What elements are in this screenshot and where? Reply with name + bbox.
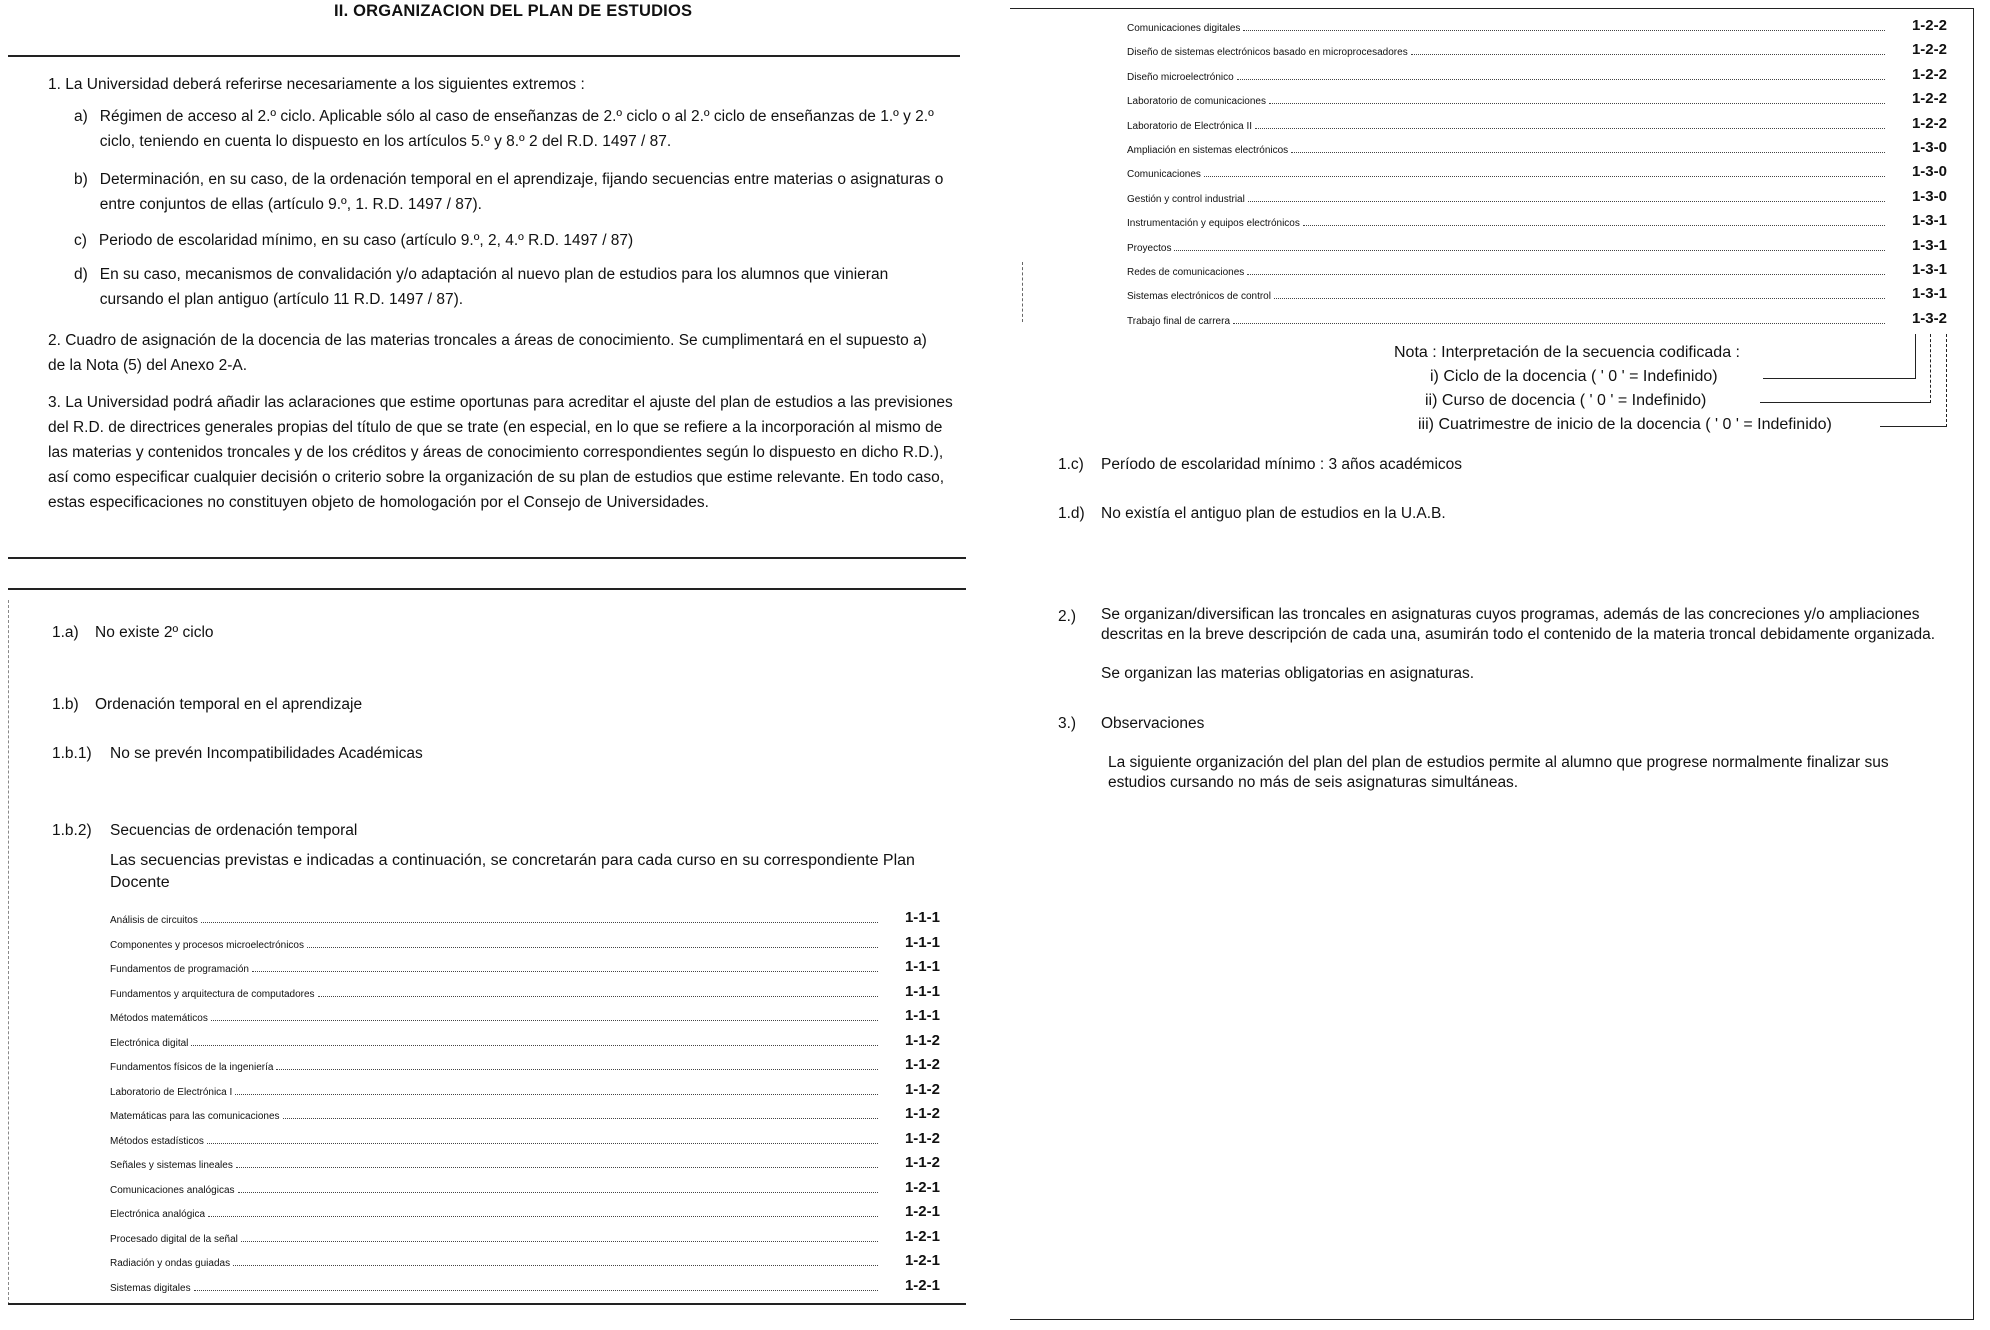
sequence-code: 1-1-1 [904,1007,940,1024]
dot-leader [238,1192,878,1193]
sequence-code: 1-1-1 [904,933,940,951]
instruction-d [74,262,944,312]
section-3-label: 3.) [1058,715,1077,732]
dot-leader [252,971,878,972]
instruction-item-2: 2. Cuadro de asignación de la docencia de las materias troncales a áreas de conocimiento. Se cumplimentará en el supuesto a) de la Nota (5) del Anexo 2-A. [48,332,927,374]
section-1b-text: Ordenación temporal en el aprendizaje [95,696,363,713]
dot-leader [307,947,878,948]
subject-row [1127,38,1947,58]
section-1a-text: No existe 2º ciclo [95,624,214,641]
sequence-code: 1-2-2 [1911,17,1947,34]
subject-name: Electrónica digital [110,1037,189,1049]
subject-name: Fundamentos de programación [110,964,249,975]
subject-row [110,1151,940,1171]
instruction-a-label: a) [74,108,88,125]
subject-name: Comunicaciones digitales [1127,23,1241,34]
subject-name: Comunicaciones analógicas [110,1184,235,1196]
subject-name: Sistemas electrónicos de control [1127,291,1271,303]
subject-row [110,906,940,926]
section-1c-label: 1.c) [1058,456,1084,473]
sequence-code: 1-3-0 [1911,139,1947,156]
section-1d-label: 1.d) [1058,505,1085,522]
dot-leader [1237,79,1885,80]
sequence-code: 1-2-2 [1911,90,1947,108]
sequence-code: 1-3-2 [1911,309,1947,327]
subject-name: Comunicaciones [1127,169,1201,181]
section-1b1-text: No se prevén Incompatibilidades Académicas [110,745,423,762]
sequence-code: 1-3-1 [1911,236,1947,254]
subject-name: Gestión y control industrial [1127,193,1245,205]
dot-leader [276,1069,878,1070]
dot-leader [1233,323,1885,324]
dot-leader [1255,128,1885,129]
sequence-code: 1-1-1 [904,909,940,926]
section-1a-label: 1.a) [52,624,79,641]
dot-leader [236,1167,878,1168]
subject-row [1127,258,1947,278]
section-3-description: La siguiente organización del plan del plan de estudios permite al alumno que progrese normalmente finalizar sus estudios cursando no más de seis asignaturas simultáneas. [1108,754,1889,791]
subject-name: Diseño de sistemas electrónicos basado en microprocesadores [1127,47,1408,59]
subject-row [1127,160,1947,180]
subject-name: Fundamentos y arquitectura de computadores [110,988,315,1000]
sequence-code: 1-1-2 [904,1031,940,1049]
sequence-code: 1-1-2 [904,1105,940,1122]
divider [8,1303,966,1305]
subject-name: Análisis de circuitos [110,915,198,926]
subject-row [1127,209,1947,229]
sequence-code: 1-2-1 [904,1227,940,1245]
subject-row [110,1274,940,1294]
section-2-label: 2.) [1058,608,1077,625]
subject-row [110,1176,940,1196]
dot-leader [233,1265,878,1266]
dot-leader [235,1094,878,1095]
subject-row [1127,14,1947,34]
subject-row [1127,136,1947,156]
sequence-code: 1-1-1 [904,982,940,1000]
divider [8,55,960,57]
sequence-code: 1-1-2 [904,1129,940,1147]
dot-leader [211,1020,878,1021]
subject-row [1127,63,1947,83]
section-1b1-label: 1.b.1) [52,745,92,762]
subject-row [110,1029,940,1049]
dot-leader [194,1290,878,1291]
section-1b2-label: 1.b.2) [52,822,92,839]
sequence-code: 1-3-1 [1911,261,1947,278]
page-title: II. ORGANIZACION DEL PLAN DE ESTUDIOS [334,2,693,20]
subject-row [110,1053,940,1073]
sequence-code: 1-3-1 [1911,285,1947,303]
instruction-b-label: b) [74,171,88,188]
subject-row [1127,87,1947,107]
sequence-code: 1-2-2 [1911,114,1947,132]
divider [8,557,966,559]
sequence-code: 1-2-1 [904,1178,940,1196]
dot-leader [201,922,878,923]
nota-item-i: i) Ciclo de la docencia ( ' 0 ' = Indefinido) [1430,368,1718,385]
instruction-c [74,228,944,253]
dot-leader [283,1118,878,1119]
subject-row [110,980,940,1000]
subject-row [110,1004,940,1024]
dot-leader [1274,298,1885,299]
nota-item-ii: ii) Curso de docencia ( ' 0 ' = Indefinido) [1425,392,1707,409]
subject-name: Instrumentación y equipos electrónicos [1127,218,1300,230]
dot-leader [191,1045,878,1046]
subject-name: Ampliación en sistemas electrónicos [1127,145,1289,156]
sequence-code: 1-2-1 [904,1203,940,1220]
section-1c-text: Período de escolaridad mínimo : 3 años académicos [1101,456,1463,473]
sequence-code: 1-1-2 [904,1056,940,1073]
subject-name: Laboratorio de Electrónica I [110,1086,233,1098]
section-1b2-description: Las secuencias previstas e indicadas a continuación, se concretarán para cada curso en su correspondiente Plan Docente [110,852,915,891]
subject-name: Diseño microelectrónico [1127,71,1234,83]
subject-name: Métodos estadísticos [110,1135,204,1147]
dot-leader [1291,152,1885,153]
subject-row [1127,234,1947,254]
subject-row [110,931,940,951]
instruction-b-text: Determinación, en su caso, de la ordenación temporal en el aprendizaje, fijando secuencias entre materias o asignaturas o entre conjuntos de ellas (artículo 9.º, 1. R.D. 1497 / 87). [99,171,944,213]
subject-row [110,1249,940,1269]
dot-leader [318,996,878,997]
instruction-item-3: 3. La Universidad podrá añadir las aclaraciones que estime oportunas para acreditar el ajuste del plan de estudios a las previsiones del R.D. de directrices generales propias del título de que se trate (en especial, en lo que se refiere a la incorporación al mismo de las materias y contenidos troncales y de los créditos y áreas de conocimiento correspondientes según lo dispuesto en dicho R.D.), así como especificar cualquier decisión o criterio sobre la organización de su plan de estudios que estime relevante. En todo caso, estas especificaciones no constituyen objeto de homologación por el Consejo de Universidades. [48,394,953,511]
nota-connector-iii [1880,334,1947,427]
dot-leader [1303,225,1885,226]
sequence-code: 1-3-1 [1911,212,1947,230]
subject-row [110,1127,940,1147]
section-1d-text: No existía el antiguo plan de estudios en la U.A.B. [1101,505,1446,522]
nota-title: Nota : Interpretación de la secuencia codificada : [1394,344,1740,361]
subject-name: Trabajo final de carrera [1127,315,1231,327]
left-border [8,600,9,1305]
subject-name: Métodos matemáticos [110,1013,208,1024]
subject-row [110,955,940,975]
subject-name: Sistemas digitales [110,1282,191,1294]
subject-name: Redes de comunicaciones [1127,267,1245,278]
subject-row [110,1225,940,1245]
instruction-b [74,167,944,217]
subject-name: Proyectos [1127,242,1172,254]
instruction-a [74,104,944,154]
sequence-code: 1-1-1 [904,958,940,975]
instruction-d-text: En su caso, mecanismos de convalidación y/o adaptación al nuevo plan de estudios para los alumnos que vinieran cursando el plan antiguo (artículo 11 R.D. 1497 / 87). [99,266,889,308]
dot-leader [1411,54,1885,55]
subject-name: Procesado digital de la señal [110,1233,238,1245]
instruction-c-text: Periodo de escolaridad mínimo, en su caso (artículo 9.º, 2, 4.º R.D. 1497 / 87) [98,232,634,249]
dot-leader [208,1216,878,1217]
dot-leader [1247,274,1885,275]
section-3-text: Observaciones [1101,715,1205,732]
subject-name: Laboratorio de Electrónica II [1127,120,1253,132]
instruction-d-label: d) [74,266,88,283]
subject-row [1127,112,1947,132]
subject-row [1127,282,1947,302]
dot-leader [1248,201,1885,202]
sequence-code: 1-2-1 [904,1276,940,1294]
subject-name: Laboratorio de comunicaciones [1127,96,1266,108]
dot-leader [207,1143,878,1144]
subject-row [110,1102,940,1122]
sequence-code: 1-2-1 [904,1252,940,1269]
sequence-code: 1-2-2 [1911,65,1947,83]
sequence-code: 1-3-0 [1911,187,1947,205]
instruction-a-text: Régimen de acceso al 2.º ciclo. Aplicable sólo al caso de enseñanzas de 2.º ciclo o al 2.º ciclo de enseñanzas de 1.º y 2.º ciclo, teniendo en cuenta lo dispuesto en los artículos 5.º y 8.º 2 del R.D. 1497 / 87. [99,108,934,150]
section-2-text: Se organizan/diversifican las troncales en asignaturas cuyos programas, además de las concreciones y/o ampliaciones descritas en la breve descripción de cada una, asumirán todo el contenido de la materia troncal debidamente organizada. [1101,606,1936,643]
nota-item-iii: iii) Cuatrimestre de inicio de la docencia ( ' 0 ' = Indefinido) [1418,416,1832,433]
dot-leader [1269,103,1885,104]
dot-leader [1204,176,1885,177]
instruction-c-label: c) [74,232,87,249]
subject-name: Matemáticas para las comunicaciones [110,1111,280,1122]
subject-row [110,1078,940,1098]
instruction-item-1: 1. La Universidad deberá referirse necesariamente a los siguientes extremos : [48,76,585,93]
divider [8,588,966,590]
subject-name: Componentes y procesos microelectrónicos [110,939,304,951]
subject-name: Señales y sistemas lineales [110,1160,233,1171]
subject-row [1127,307,1947,327]
subject-name: Radiación y ondas guiadas [110,1258,231,1269]
subject-row [1127,185,1947,205]
section-1b-label: 1.b) [52,696,79,713]
sequence-code: 1-3-0 [1911,163,1947,181]
section-2-text-2: Se organizan las materias obligatorias en asignaturas. [1101,665,1475,682]
subject-name: Fundamentos físicos de la ingeniería [110,1062,274,1073]
dot-leader [241,1241,878,1242]
dot-leader [1243,30,1885,31]
sequence-code: 1-1-2 [904,1154,940,1171]
subject-row [110,1200,940,1220]
sequence-code: 1-1-2 [904,1080,940,1098]
subject-name: Electrónica analógica [110,1209,206,1220]
sequence-code: 1-2-2 [1911,41,1947,59]
dot-leader [1174,250,1885,251]
frame-mark [1022,262,1023,322]
section-1b2-text: Secuencias de ordenación temporal [110,822,358,839]
